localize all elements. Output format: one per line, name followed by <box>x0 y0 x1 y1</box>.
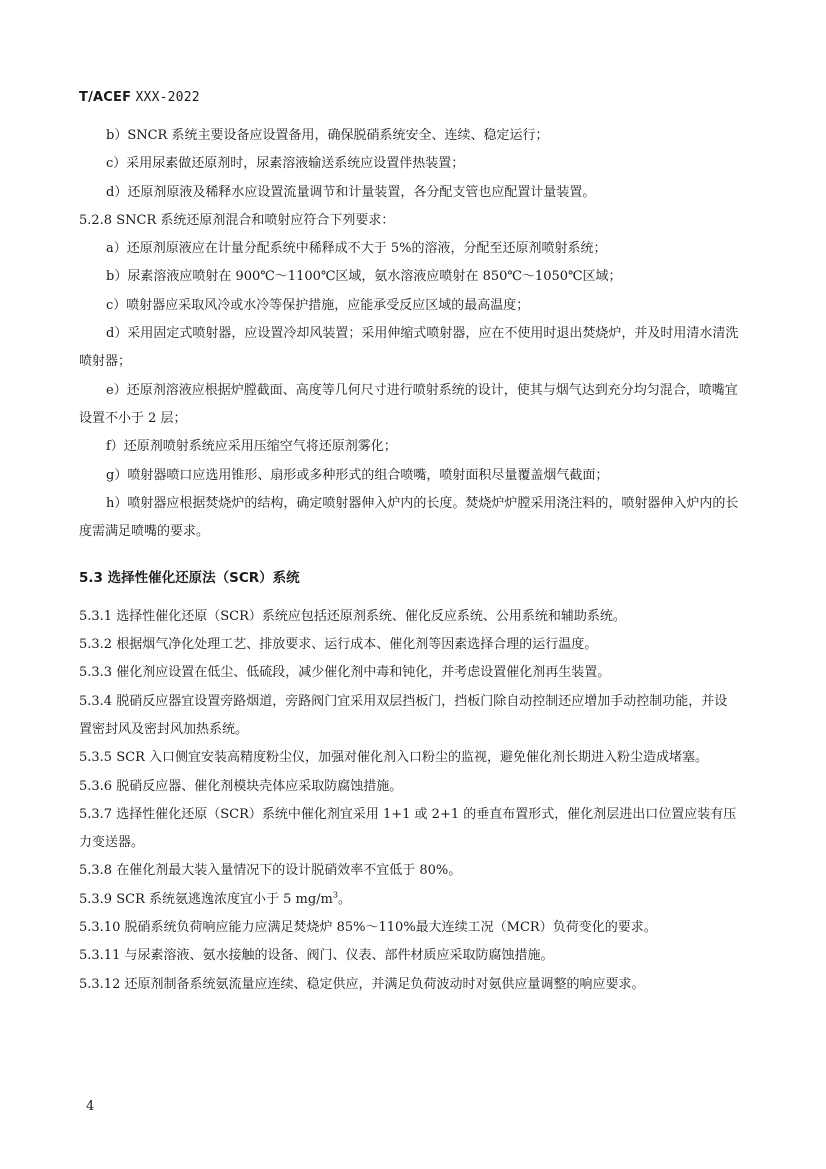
list-item-a-dilution: a）还原剂原液应在计量分配系统中稀释成不大于 5%的溶液，分配至还原剂喷射系统； <box>106 241 607 257</box>
standard-code: T/ACEF <box>79 90 132 105</box>
clause-5-3-5: 5.3.5 SCR 入口侧宜安装高精度粉尘仪，加强对催化剂入口粉尘的监视，避免催化剂长期进入粉尘造成堵塞。 <box>79 750 708 766</box>
clause-5-3-4: 5.3.4 脱硝反应器宜设置旁路烟道，旁路阀门宜采用双层挡板门，挡板门除自动控制还应增加手动控制功能，并设置密封风及密封风加热系统。 <box>79 693 728 737</box>
list-item-b-equipment-backup: b）SNCR 系统主要设备应设置备用，确保脱硝系统安全、连续、稳定运行； <box>106 128 549 143</box>
clause-5-3-6: 5.3.6 脱硝反应器、催化剂模块壳体应采取防腐蚀措施。 <box>79 778 403 794</box>
list-item-d-metering: d）还原剂原液及稀释水应设置流量调节和计量装置，各分配支管也应配置计量装置。 <box>106 184 596 200</box>
standard-number: XXX-2022 <box>135 90 200 105</box>
list-item-b-injection-zone: b）尿素溶液应喷射在 900℃～1100℃区域，氨水溶液应喷射在 850℃～1050℃区域； <box>106 269 622 285</box>
document-header <box>79 90 200 105</box>
page-number: 4 <box>86 1099 95 1114</box>
document-body <box>79 122 739 999</box>
clause-5-3-12: 5.3.12 还原剂制备系统氨流量应连续、稳定供应，并满足负荷波动时对氨供应量调整的响应要求。 <box>79 976 645 992</box>
clause-5-3-9 <box>79 886 739 914</box>
clause-5-3-3: 5.3.3 催化剂应设置在低尘、低硫段，减少催化剂中毒和钝化，并考虑设置催化剂再生装置。 <box>79 665 611 681</box>
clause-5-3-9-end: 。 <box>337 891 351 907</box>
list-item-d-injector-type: d）采用固定式喷射器，应设置冷却风装置；采用伸缩式喷射器，应在不使用时退出焚烧炉，并及时用清水清洗喷射器； <box>79 326 739 370</box>
clause-5-3-9-text: 5.3.9 SCR 系统氨逃逸浓度宜小于 5 mg/m <box>79 891 333 907</box>
list-item-e-spray-design: e）还原剂溶液应根据炉膛截面、高度等几何尺寸进行喷射系统的设计，使其与烟气达到充分均匀混合，喷嘴宜设置不小于 2 层； <box>79 382 738 426</box>
clause-5-2-8: 5.2.8 SNCR 系统还原剂混合和喷射应符合下列要求： <box>79 212 395 228</box>
clause-5-3-2: 5.3.2 根据烟气净化处理工艺、排放要求、运行成本、催化剂等因素选择合理的运行温度。 <box>79 637 598 653</box>
list-item-c-cooling: c）喷射器应采取风冷或水冷等保护措施，应能承受反应区域的最高温度； <box>106 297 530 313</box>
section-title-5-3: 5.3 选择性催化还原法（SCR）系统 <box>79 570 300 587</box>
clause-5-3-1: 5.3.1 选择性催化还原（SCR）系统应包括还原剂系统、催化反应系统、公用系统和辅助系统。 <box>79 608 626 624</box>
clause-5-3-7: 5.3.7 选择性催化还原（SCR）系统中催化剂宜采用 1+1 或 2+1 的垂直布置形式，催化剂层进出口位置应装有压力变送器。 <box>79 806 737 851</box>
unit-superscript: 3 <box>332 890 338 900</box>
clause-5-3-8: 5.3.8 在催化剂最大装入量情况下的设计脱硝效率不宜低于 80%。 <box>79 863 462 879</box>
list-item-h-insertion-length: h）喷射器应根据焚烧炉的结构，确定喷射器伸入炉内的长度。焚烧炉炉膛采用浇注料的，喷射器伸入炉内的长度需满足喷嘴的要求。 <box>79 495 739 540</box>
list-item-c-heat-tracing: c）采用尿素做还原剂时，尿素溶液输送系统应设置伴热装置； <box>106 156 465 172</box>
list-item-g-nozzle: g）喷射器喷口应选用锥形、扇形或多种形式的组合喷嘴，喷射面积尽量覆盖烟气截面； <box>106 467 609 483</box>
list-item-f-atomization: f）还原剂喷射系统应采用压缩空气将还原剂雾化； <box>106 439 397 455</box>
clause-5-3-11: 5.3.11 与尿素溶液、氨水接触的设备、阀门、仪表、部件材质应采取防腐蚀措施。 <box>79 948 554 964</box>
clause-5-3-10: 5.3.10 脱硝系统负荷响应能力应满足焚烧炉 85%～110%最大连续工况（MCR）负荷变化的要求。 <box>79 920 657 936</box>
